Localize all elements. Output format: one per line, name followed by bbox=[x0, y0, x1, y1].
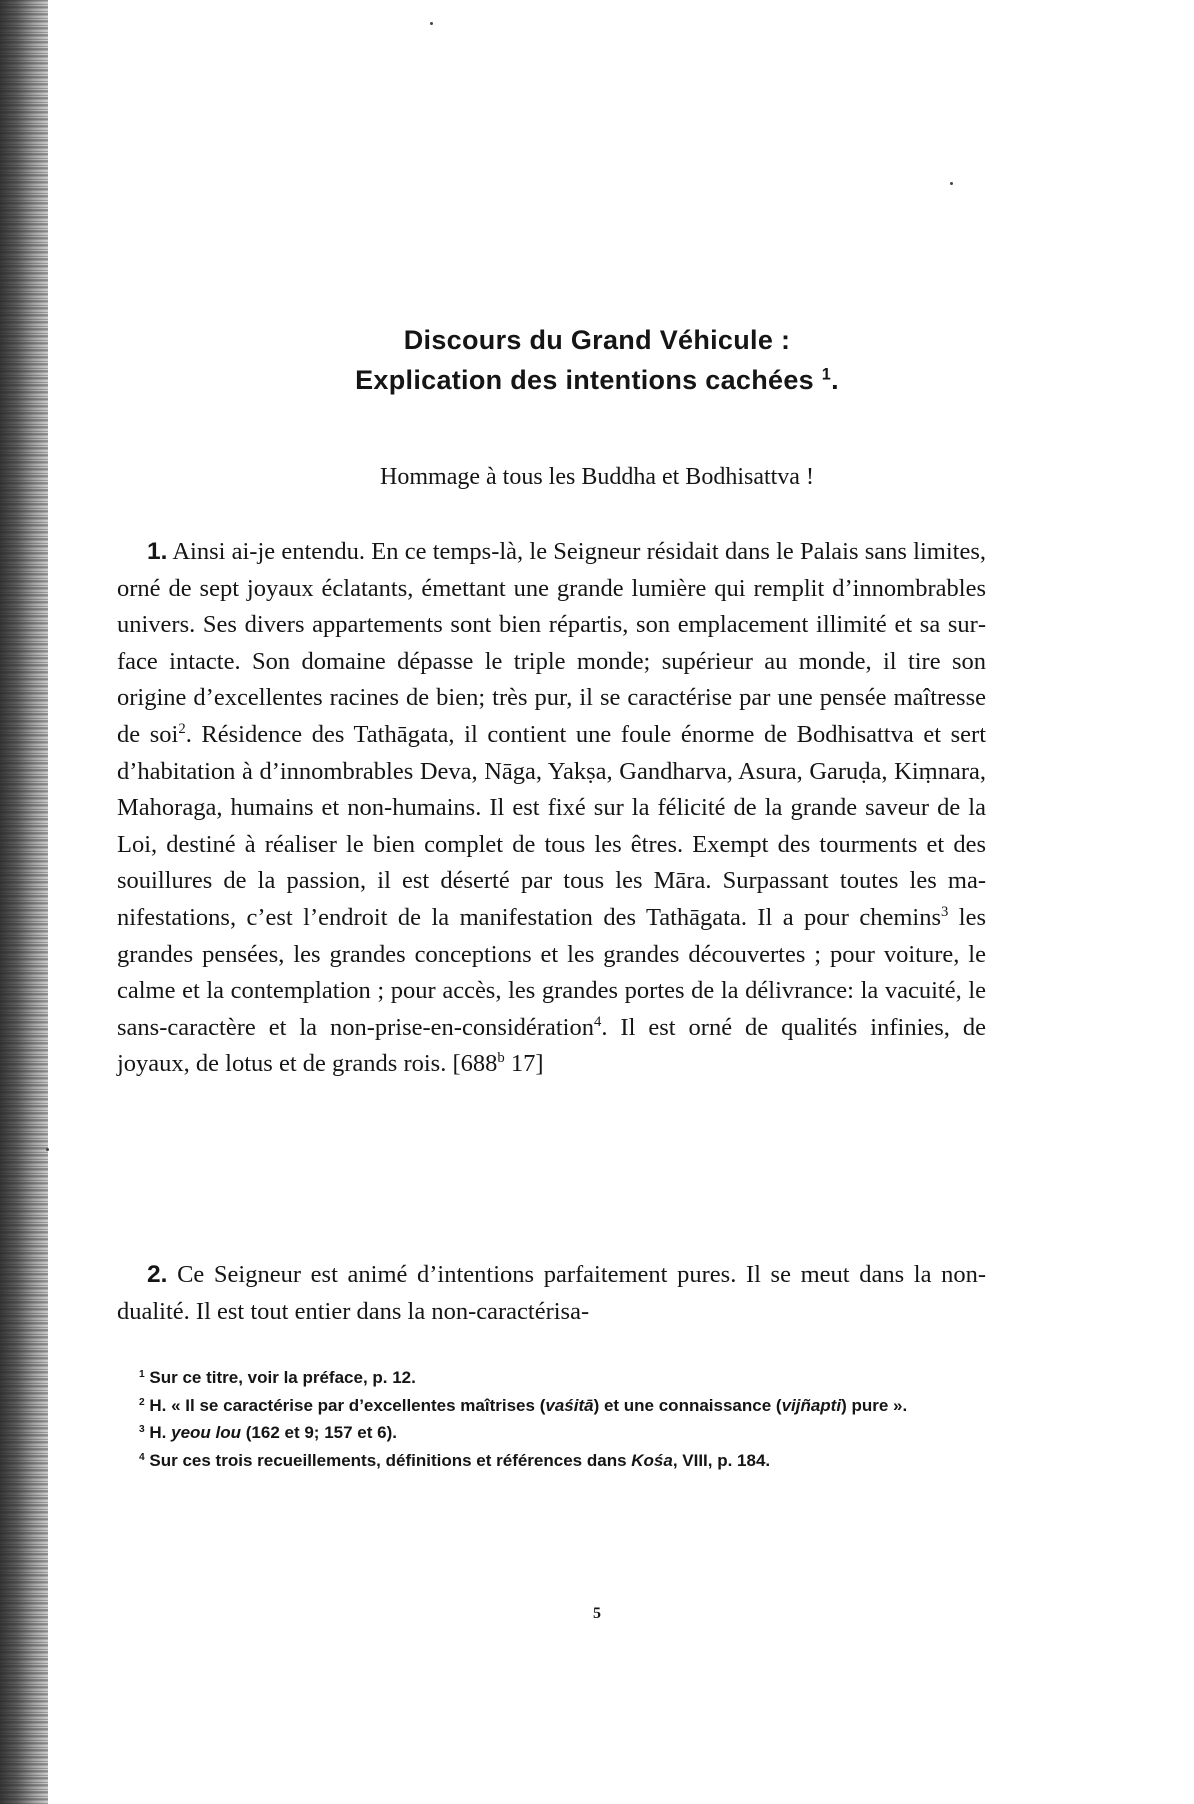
footnote-4-mark: 4 bbox=[139, 1451, 145, 1463]
footnotes bbox=[117, 1364, 986, 1474]
title-line-1: Discours du Grand Véhicule : bbox=[403, 325, 791, 355]
footnote-3-italic-1: yeou lou bbox=[171, 1423, 242, 1442]
footnote-4-text-a: Sur ces trois recueillements, définitions et références dans bbox=[149, 1450, 632, 1470]
footnote-3-text-b: (162 et 9; 157 et 6). bbox=[241, 1423, 397, 1442]
footnote-4 bbox=[117, 1447, 986, 1475]
paragraph-1-text-e: 17] bbox=[504, 1050, 544, 1078]
footnote-4-text-b: , VIII, p. 184. bbox=[672, 1450, 771, 1470]
footnote-2-text-c: ) pure ». bbox=[841, 1395, 908, 1415]
footnote-3 bbox=[117, 1419, 986, 1447]
footnote-3-text-a: H. bbox=[149, 1423, 172, 1442]
footnote-2-text-b: ) et une connaissance ( bbox=[593, 1395, 782, 1415]
page-title bbox=[0, 320, 1194, 400]
title-line-2 bbox=[0, 360, 1194, 400]
title-footnote-ref: 1 bbox=[821, 365, 832, 384]
paragraph-1-number: 1. bbox=[147, 538, 168, 565]
column-ref-b: b bbox=[497, 1050, 505, 1067]
footnote-2-italic-1: vaśitā bbox=[545, 1395, 594, 1415]
paragraph-1-text-b: . Résidence des Tathāgata, il contient une foule énorme de Bodhisattva et sert d’habitation à d’innombrables Deva, Nāga, Yakṣa, Gandharva, Asura, Garuḍa, Kiṃnara, Mahoraga, humains et non-humains. Il est fixé sur la félicité de la grande saveur de la Loi, destiné à réaliser le bien complet de tous les êtres. Exempt des tourments et des souillures de la passion, il est déserté par tous les Māra. Surpassant toutes les manifestations, c’est l’endroit de la manifestation des Tathāgata. Il a pour chemins bbox=[117, 720, 987, 931]
page-number: 5 bbox=[593, 1605, 601, 1622]
footnote-2-mark: 2 bbox=[139, 1396, 145, 1408]
paragraph-1 bbox=[117, 534, 986, 1083]
footnote-2-italic-2: vijñapti bbox=[781, 1395, 842, 1415]
scan-gutter-shadow bbox=[0, 0, 48, 1804]
footnote-2-text-a: H. « Il se caractérise par d’excellentes maîtrises ( bbox=[149, 1395, 546, 1415]
footnote-ref-2: 2 bbox=[178, 721, 186, 738]
title-line-2-end: . bbox=[831, 365, 839, 395]
paragraph-2 bbox=[117, 1257, 986, 1330]
paragraph-1-text-c: les grandes pensées, les grandes conceptions et les grandes découvertes ; pour voiture, le calme et la contemplation ; pour accès, les grandes portes de la délivrance: la vacuité, le sans-caractère et la non-prise-en-considération bbox=[117, 903, 987, 1041]
dedication: Hommage à tous les Buddha et Bodhisattva ! bbox=[380, 464, 814, 490]
footnote-3-mark: 3 bbox=[139, 1423, 145, 1435]
paragraph-1-text-d: . Il est orné de qualités infinies, de joyaux, de lotus et de grands rois. [688 bbox=[117, 1013, 987, 1078]
footnote-1-mark: 1 bbox=[139, 1368, 145, 1380]
scan-speck bbox=[950, 182, 953, 185]
footnote-ref-4: 4 bbox=[593, 1013, 602, 1030]
footnote-1 bbox=[117, 1364, 986, 1392]
footnote-1-text: Sur ce titre, voir la préface, p. 12. bbox=[149, 1368, 416, 1387]
scan-speck bbox=[430, 22, 433, 25]
paragraph-2-number: 2. bbox=[147, 1261, 168, 1288]
paragraph-1-text-a: Ainsi ai-je entendu. En ce temps-là, le Seigneur résidait dans le Palais sans limites, orné de sept joyaux éclatants, émettant une grande lumière qui remplit d’innombrables univers. Ses divers appartements sont bien répartis, son emplacement illimité et sa surface intacte. Son domaine dépasse le triple monde; supérieur au monde, il tire son origine d’excellentes racines de bien; très pur, il se caractérise par une pensée maîtresse de soi bbox=[117, 538, 986, 748]
footnote-ref-3: 3 bbox=[941, 904, 949, 921]
footnote-2 bbox=[117, 1392, 986, 1420]
title-line-2-text: Explication des intentions cachées bbox=[355, 365, 814, 395]
paragraph-2-text: Ce Seigneur est animé d’intentions parfaitement pures. Il se meut dans la non-dualité. Il est tout entier dans la non-caractérisa- bbox=[117, 1261, 986, 1325]
footnote-4-italic-1: Kośa bbox=[631, 1450, 673, 1470]
scan-speck bbox=[46, 1148, 49, 1151]
